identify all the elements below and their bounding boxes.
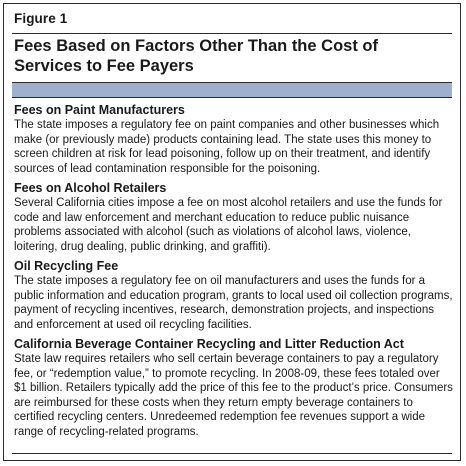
section-heading: Oil Recycling Fee — [14, 259, 119, 273]
section-body: State law requires retailers who sell certain beverage containers to pay a regulatory fee, or “redemption value,” to promote recycling. In 2008-09, these fees totaled over $1 billion. Retailers typically add the price of this fee to the product’s price. Consumers are reimbursed for these costs when they return empty beverage containers to certified recycling centers. Unredeemed redemption fee revenues support a wide range of recycling-related programs. — [14, 353, 453, 438]
section-heading: California Beverage Container Recycling and Litter Reduction Act — [14, 337, 404, 351]
figure-content — [14, 103, 454, 444]
figure-header-band — [12, 82, 452, 98]
section-paint-manufacturers — [14, 103, 454, 176]
section-beverage-container — [14, 337, 454, 439]
figure-label-divider — [12, 33, 452, 34]
section-body: The state imposes a regulatory fee on paint companies and other businesses which make (or previously made) products containing lead. The state uses this money to screen children at risk for lead poisoning, follow up on their treatment, and identify sources of lead contamination responsible for the poisoning. — [14, 119, 440, 175]
section-oil-recycling — [14, 259, 454, 332]
figure-title: Fees Based on Factors Other Than the Cost of Services to Fee Payers — [14, 37, 378, 75]
section-body: The state imposes a regulatory fee on oil manufacturers and uses the funds for a public information and education program, grants to local used oil collection programs, payment of recycling incentives, research, demonstration projects, and inspections and enforcement at used oil recycling facilities. — [14, 275, 453, 331]
section-alcohol-retailers — [14, 181, 454, 254]
section-heading: Fees on Paint Manufacturers — [14, 103, 185, 117]
figure-label: Figure 1 — [14, 11, 68, 26]
section-body: Several California cities impose a fee on most alcohol retailers and use the funds for code and law enforcement and merchant education to reduce public nuisance problems associated with alcohol (such as violations of alcohol laws, violence, loitering, drug dealing, public drinking, and graffiti). — [14, 197, 443, 253]
section-heading: Fees on Alcohol Retailers — [14, 181, 167, 195]
figure-box — [3, 3, 461, 461]
figure-bottom-rule — [12, 453, 452, 454]
